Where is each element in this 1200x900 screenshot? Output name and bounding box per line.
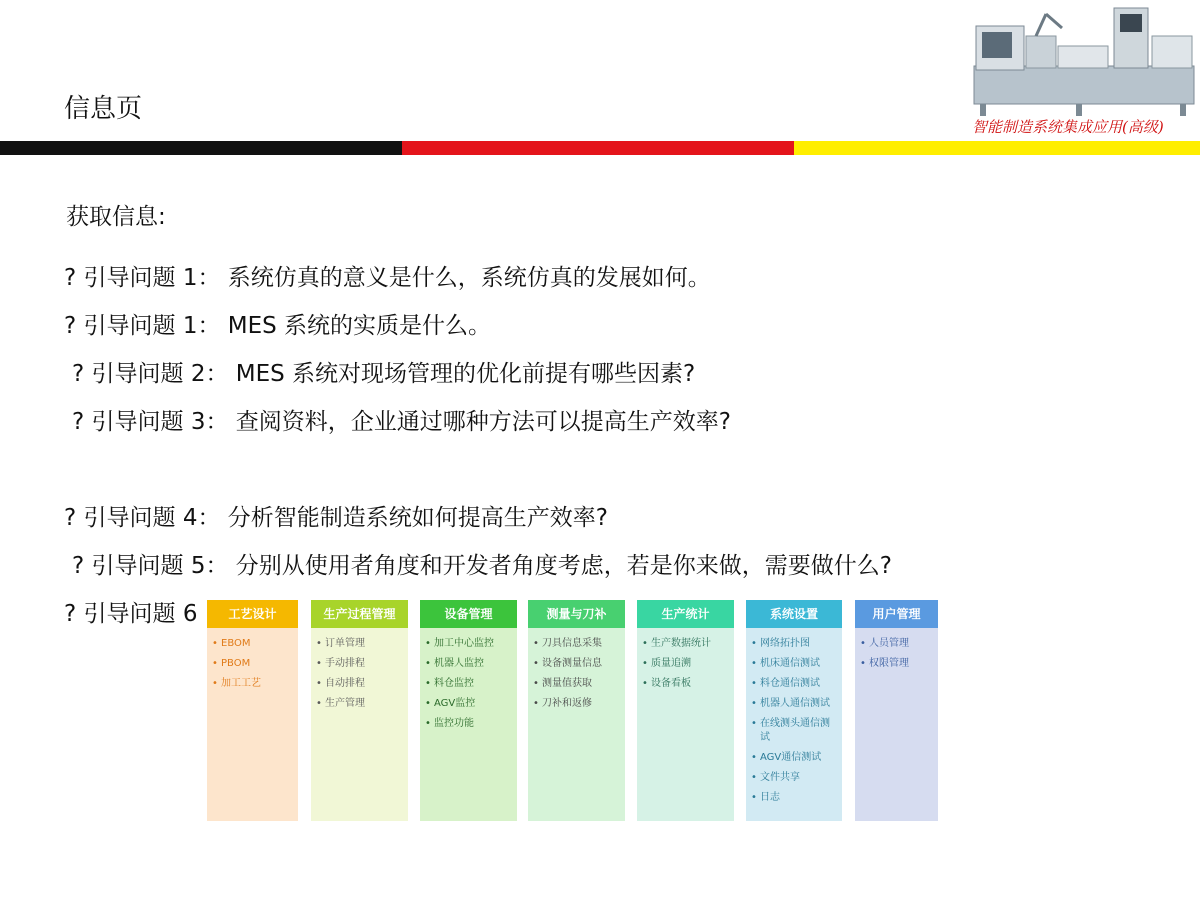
- module-item: • 生产管理: [311, 694, 408, 714]
- module-title: 工艺设计: [207, 600, 298, 628]
- module-item: • 生产数据统计: [637, 634, 734, 654]
- module-item: • 刀补和返修: [528, 694, 625, 714]
- module-item-list: [528, 628, 625, 714]
- module-title: 设备管理: [420, 600, 517, 628]
- module-item: • 手动排程: [311, 654, 408, 674]
- module-column: [207, 600, 298, 821]
- module-title: 生产统计: [637, 600, 734, 628]
- module-item-list: [746, 628, 842, 808]
- module-item: • AGV监控: [420, 694, 517, 714]
- production-line-image: [966, 6, 1198, 118]
- module-item: • 质量追溯: [637, 654, 734, 674]
- question-item: ? 引导问题 4： 分析智能制造系统如何提高生产效率?: [64, 505, 608, 531]
- module-item: • 设备看板: [637, 674, 734, 694]
- module-item: • 机器人监控: [420, 654, 517, 674]
- module-column: [855, 600, 938, 821]
- module-item: • 在线测头通信测试: [746, 714, 842, 748]
- module-item: • 机器人通信测试: [746, 694, 842, 714]
- module-item: • 测量值获取: [528, 674, 625, 694]
- module-item-list: [855, 628, 938, 674]
- question-item: ? 引导问题 1： MES 系统的实质是什么。: [64, 313, 492, 339]
- module-item: • 订单管理: [311, 634, 408, 654]
- module-column: [311, 600, 408, 821]
- module-item: • EBOM: [207, 634, 298, 654]
- module-item: • 加工中心监控: [420, 634, 517, 654]
- module-title: 用户管理: [855, 600, 938, 628]
- header-stripe-red: [402, 141, 794, 155]
- module-item: • AGV通信测试: [746, 748, 842, 768]
- module-item-list: [311, 628, 408, 714]
- module-column: [420, 600, 517, 821]
- header-stripe-black: [0, 141, 402, 155]
- module-item: • 加工工艺: [207, 674, 298, 694]
- section-heading: 获取信息:: [66, 204, 166, 230]
- question-item: ? 引导问题 6: [64, 601, 198, 627]
- module-item: • 人员管理: [855, 634, 938, 654]
- mes-module-grid: [207, 600, 938, 821]
- module-item: • 文件共享: [746, 768, 842, 788]
- module-title: 生产过程管理: [311, 600, 408, 628]
- module-item-list: [637, 628, 734, 694]
- module-item: • 权限管理: [855, 654, 938, 674]
- module-item: • 刀具信息采集: [528, 634, 625, 654]
- page-title: 信息页: [64, 94, 143, 124]
- module-item: • 料仓通信测试: [746, 674, 842, 694]
- module-title: 系统设置: [746, 600, 842, 628]
- module-item-list: [207, 628, 298, 694]
- module-item: • 机床通信测试: [746, 654, 842, 674]
- module-item: • 设备测量信息: [528, 654, 625, 674]
- header-stripe-yellow: [794, 141, 1200, 155]
- module-column: [528, 600, 625, 821]
- brand-caption: 智能制造系统集成应用(高级): [972, 118, 1164, 136]
- module-column: [746, 600, 842, 821]
- module-item: • 自动排程: [311, 674, 408, 694]
- question-item: ? 引导问题 3： 查阅资料，企业通过哪种方法可以提高生产效率?: [72, 409, 731, 435]
- module-item: • 监控功能: [420, 714, 517, 734]
- module-item: • 网络拓扑图: [746, 634, 842, 654]
- module-title: 测量与刀补: [528, 600, 625, 628]
- module-item-list: [420, 628, 517, 734]
- module-column: [637, 600, 734, 821]
- module-item: • PBOM: [207, 654, 298, 674]
- question-item: ? 引导问题 2： MES 系统对现场管理的优化前提有哪些因素?: [72, 361, 696, 387]
- question-item: ? 引导问题 5： 分别从使用者角度和开发者角度考虑，若是你来做，需要做什么?: [72, 553, 892, 579]
- module-item: • 日志: [746, 788, 842, 808]
- question-item: ? 引导问题 1： 系统仿真的意义是什么，系统仿真的发展如何。: [64, 265, 711, 291]
- module-item: • 料仓监控: [420, 674, 517, 694]
